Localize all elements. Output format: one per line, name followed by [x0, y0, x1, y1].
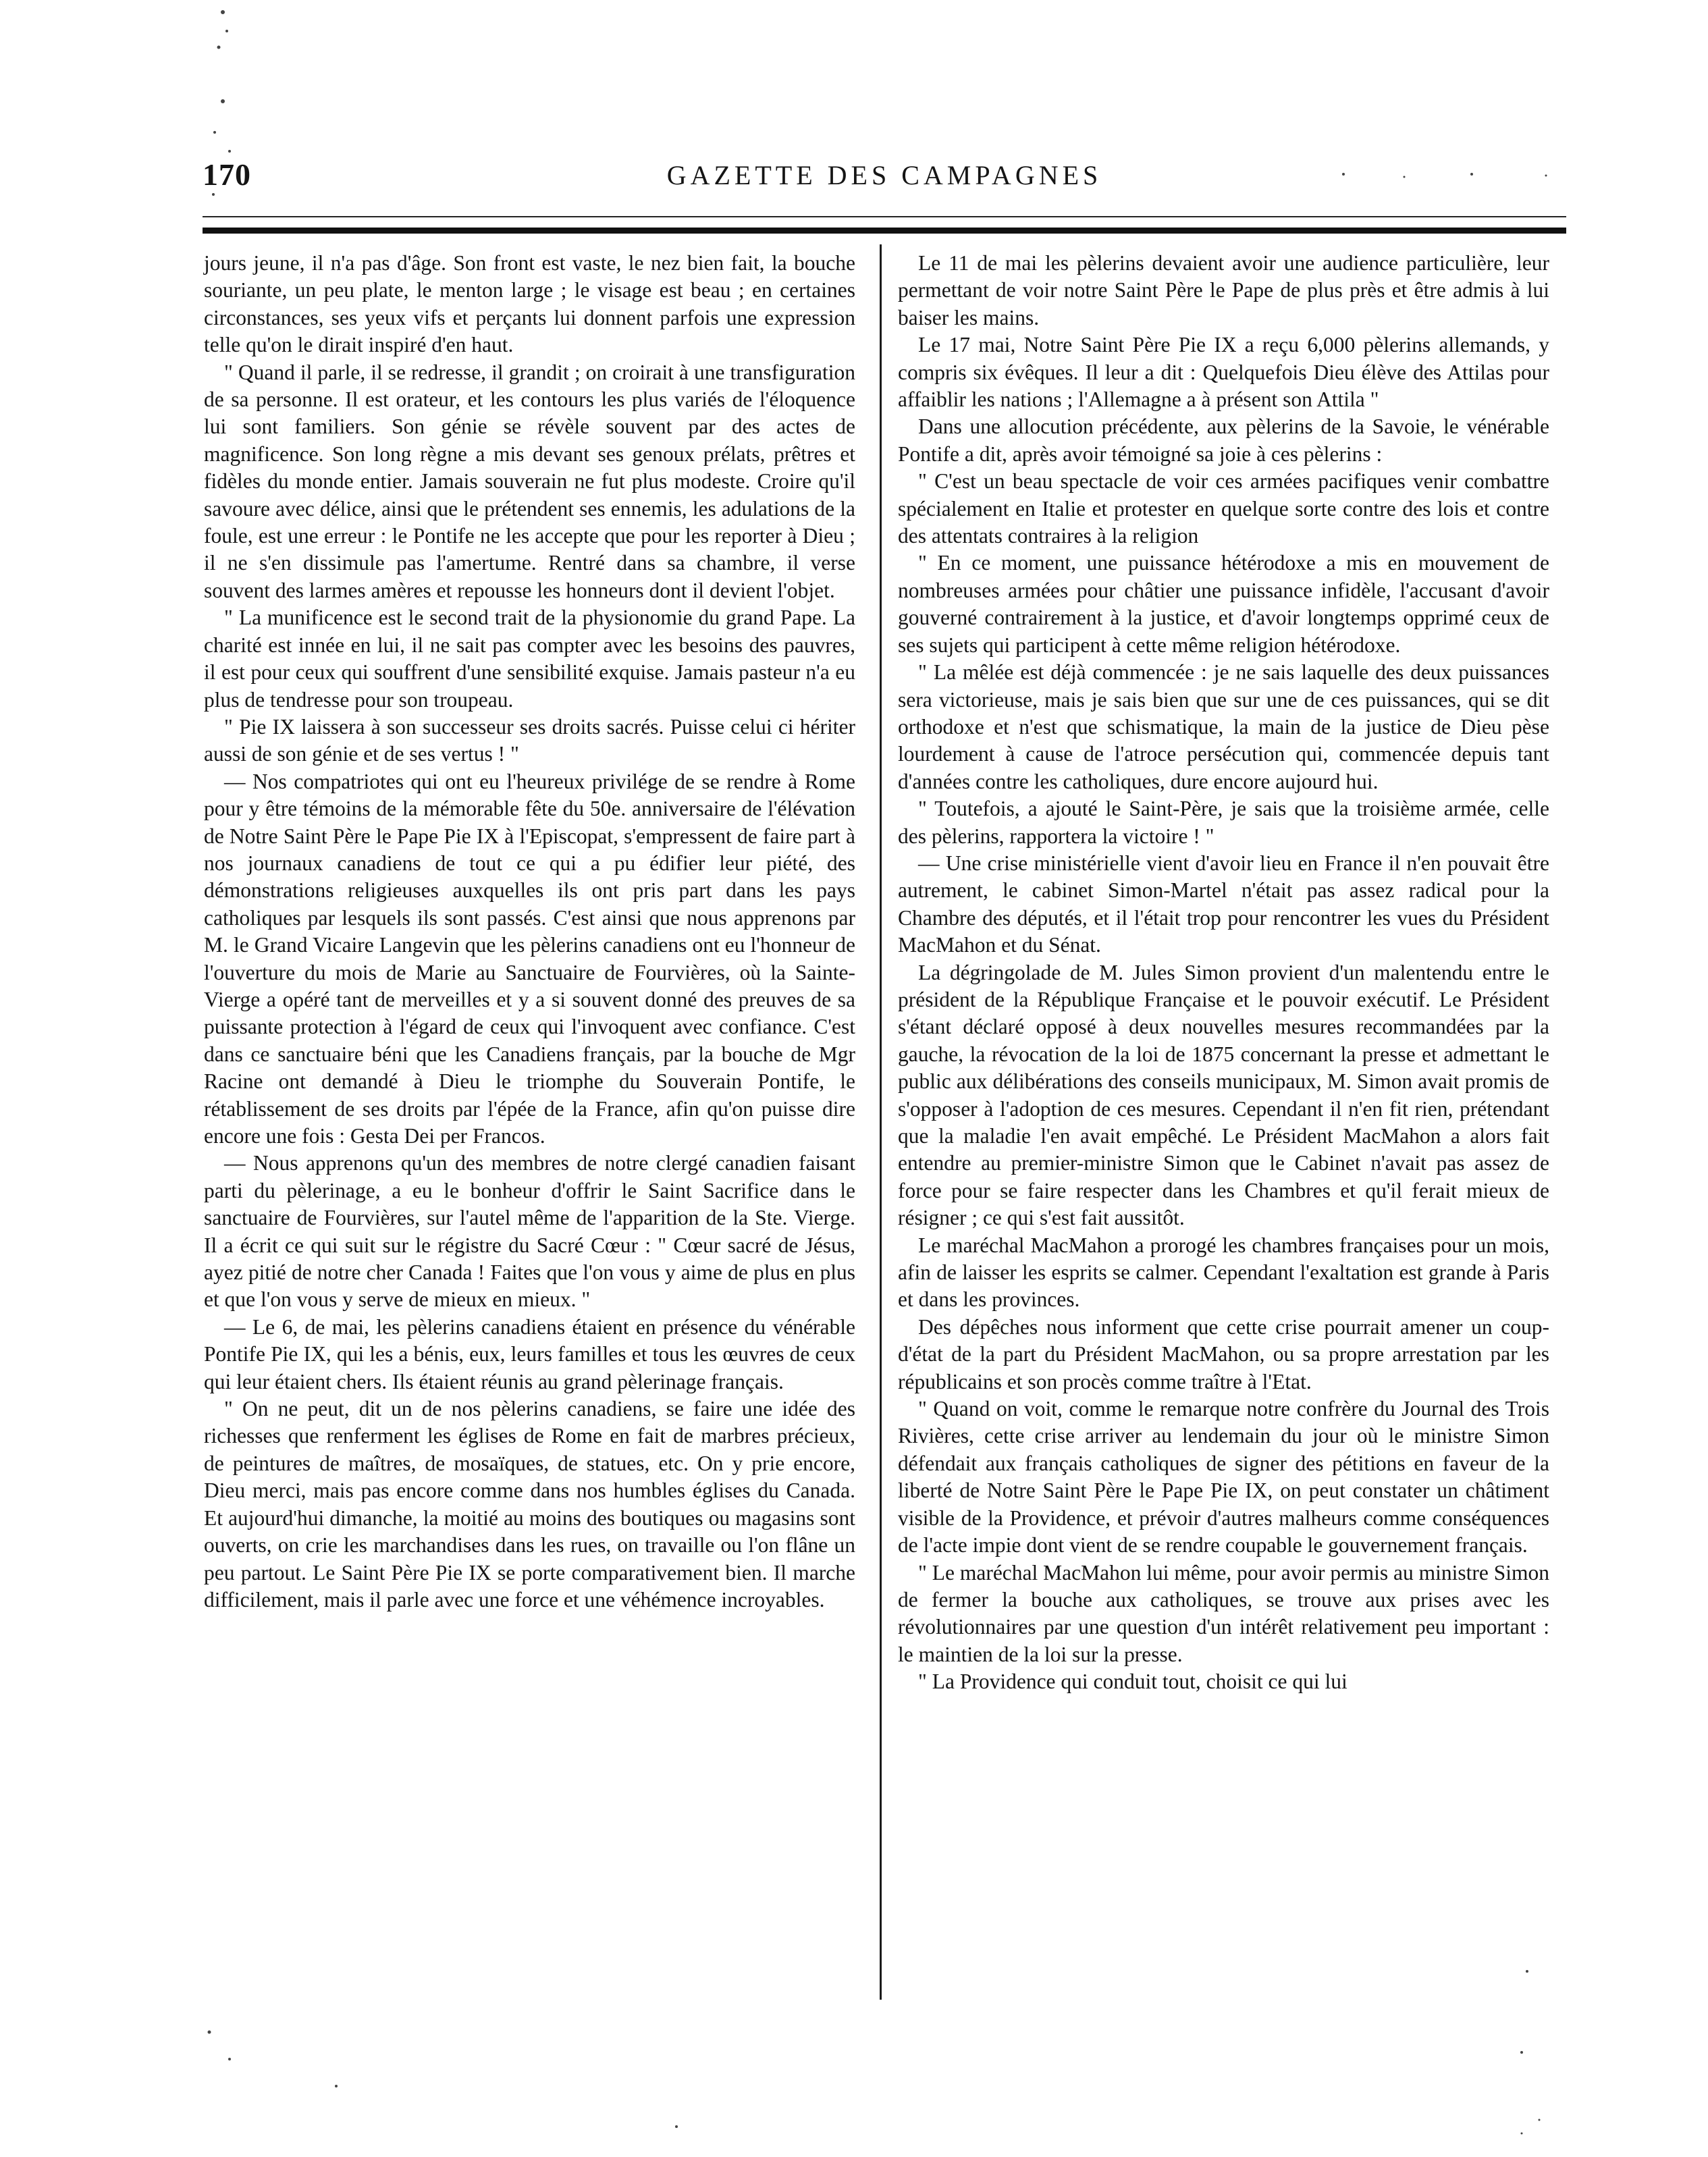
paragraph: " Quand il parle, il se redresse, il grandit ; on croirait à une transfiguration de sa personne. Il est orateur, et les contours les plus variés de l'éloquence lui sont familiers. Son génie se révèle souvent par des actes de magnificence. Son long règne a mis devant ses genoux prélats, prêtres et fidèles du monde entier. Jamais souverain ne fut plus modeste. Croire qu'il savoure avec délice, ainsi que le prétendent ses ennemis, les adulations de la foule, est une erreur : le Pontife ne les accepte que pour les reporter à Dieu ; il ne s'en dissimule pas l'amertume. Rentré dans sa chambre, il verse souvent des larmes amères et repousse les honneurs dont il devient l'objet.	[204, 360, 855, 602]
newspaper-title: GAZETTE DES CAMPAGNES	[666, 160, 1102, 190]
paragraph: " On ne peut, dit un de nos pèlerins canadiens, se faire une idée des richesses que renferment les églises de Rome en fait de marbres précieux, de peintures de maîtres, de mosaïques, de statues, etc. On y prie encore, Dieu merci, mais pas encore comme dans nos humbles églises du Canada. Et aujourd'hui dimanche, la moitié au moins des boutiques ou magasins sont ouverts, on crie les marchandises dans les rues, on travaille ou l'on flâne un peu partout. Le Saint Père Pie IX se porte comparativement bien. Il marche difficilement, mais il parle avec une force et une véhémence incroyables.	[204, 1397, 855, 1612]
right-column	[898, 250, 1549, 1696]
paragraph: La dégringolade de M. Jules Simon provient d'un malentendu entre le président de la République Française et le pouvoir exécutif. Le Président s'étant déclaré opposé à deux nouvelles mesures recommandées par la gauche, la révocation de la loi de 1875 concernant la presse et admettant le public aux délibérations des conseils municipaux, M. Simon avait promis de s'opposer à l'adoption de ces mesures. Cependant il n'en fit rien, prétendant que la maladie l'en avait empêché. Le Président MacMahon a alors fait entendre au premier-ministre Simon que le Cabinet n'avait pas assez de force pour se faire respecter dans les Chambres et qu'il ferait mieux de résigner ; ce qui s'est fait aussitôt.	[898, 960, 1549, 1230]
paragraph: " En ce moment, une puissance hétérodoxe a mis en mouvement de nombreuses armées pour châtier une puissance infidèle, l'accusant d'avoir gouverné contrairement à la justice, et d'avoir longtemps opprimé ceux de ses sujets qui participent à cette même religion hétérodoxe.	[898, 551, 1549, 657]
paragraph: Le 17 mai, Notre Saint Père Pie IX a reçu 6,000 pèlerins allemands, y compris six évêques. Il leur a dit : Quelquefois Dieu élève des Attilas pour affaiblir les nations ; l'Allemagne a à présent son Attila "	[898, 333, 1549, 412]
paragraph: — Une crise ministérielle vient d'avoir lieu en France il n'en pouvait être autrement, le cabinet Simon-Martel n'était pas assez radical pour la Chambre des députés, et il l'était trop pour rencontrer les vues du Président MacMahon et du Sénat.	[898, 851, 1549, 957]
paragraph: — Le 6, de mai, les pèlerins canadiens étaient en présence du vénérable Pontife Pie IX, qui les a bénis, eux, leurs familles et tous les œuvres de ceux qui leur étaient chers. Ils étaient réunis au grand pèlerinage français.	[204, 1314, 855, 1393]
paragraph: " Quand on voit, comme le remarque notre confrère du Journal des Trois Rivières, cette crise arriver au lendemain du jour où le ministre Simon défendait aux français catholiques de signer des pétitions en faveur de la liberté de Notre Saint Père le Pape Pie IX, on peut constater un châtiment visible de la Providence, et prévoir d'autres malheurs comme conséquences de l'acte impie dont vient de se rendre coupable le gouvernement français.	[898, 1397, 1549, 1557]
paragraph: Des dépêches nous informent que cette crise pourrait amener un coup-d'état de la part du Président MacMahon, ou sa propre arrestation par les républicains et son procès comme traître à l'Etat.	[898, 1314, 1549, 1393]
paragraph: jours jeune, il n'a pas d'âge. Son front est vaste, le nez bien fait, la bouche souriante, un peu plate, le menton large ; le visage est beau ; en certaines circonstances, ses yeux vifs et perçants lui donnent parfois une expression telle qu'on le dirait inspiré d'en haut.	[204, 251, 855, 357]
paragraph: Dans une allocution précédente, aux pèlerins de la Savoie, le vénérable Pontife a dit, après avoir témoigné sa joie à ces pèlerins :	[898, 415, 1549, 466]
page-number: 170	[203, 157, 251, 192]
paragraph: " Toutefois, a ajouté le Saint-Père, je sais que la troisième armée, celle des pèlerins, rapportera la victoire ! "	[898, 797, 1549, 848]
paragraph: " Le maréchal MacMahon lui même, pour avoir permis au ministre Simon de fermer la bouche aux catholiques, se trouve aux prises avec les révolutionnaires par une question d'un intérêt relativement peu important : le maintien de la loi sur la presse.	[898, 1560, 1549, 1666]
page-header	[203, 157, 1566, 204]
paragraph: Le maréchal MacMahon a prorogé les chambres françaises pour un mois, afin de laisser les esprits se calmer. Cependant l'exaltation est grande à Paris et dans les provinces.	[898, 1233, 1549, 1312]
paragraph: " La mêlée est déjà commencée : je ne sais laquelle des deux puissances sera victorieuse, mais je sais bien que sur une de ces puissances, qui se dit orthodoxe et n'est que schismatique, la main de la justice de Dieu pèse lourdement à cause de l'atroce persécution qui, commencée depuis tant d'années contre les catholiques, dure encore aujourd hui.	[898, 660, 1549, 793]
header-rule-thick	[203, 228, 1566, 234]
left-column	[204, 250, 855, 1614]
paragraph: — Nos compatriotes qui ont eu l'heureux privilége de se rendre à Rome pour y être témoins de la mémorable fête du 50e. anniversaire de l'élévation de Notre Saint Père le Pape Pie IX à l'Episcopat, s'empressent de faire part à nos journaux canadiens de tout ce qui a pu édifier leur piété, des démonstrations religieuses auxquelles ils ont pris part dans les pays catholiques par lesquels ils sont passés. C'est ainsi que nous apprenons par M. le Grand Vicaire Langevin que les pèlerins canadiens ont eu l'honneur de l'ouverture du mois de Marie au Sanctuaire de Fourvières, où la Sainte-Vierge a opéré tant de merveilles et y a si souvent donné des preuves de sa puissante protection à l'égard de ceux qui l'invoquent avec confiance. C'est dans ce sanctuaire béni que les Canadiens français, par la bouche de Mgr Racine ont demandé à Dieu le triomphe du Souverain Pontife, le rétablissement de ses droits par l'épée de la France, afin qu'on puisse dire encore une fois : Gesta Dei per Francos.	[204, 769, 855, 1148]
paragraph: — Nous apprenons qu'un des membres de notre clergé canadien faisant parti du pèlerinage, a eu le bonheur d'offrir le Saint Sacrifice dans le sanctuaire de Fourvières, sur l'autel même de l'apparition de la Ste. Vierge. Il a écrit ce qui suit sur le régistre du Sacré Cœur : " Cœur sacré de Jésus, ayez pitié de notre cher Canada ! Faites que l'on vous y aime de plus en plus et que l'on vous y serve de mieux en mieux. "	[204, 1151, 855, 1312]
column-divider	[880, 244, 882, 2000]
paragraph: " La Providence qui conduit tout, choisit ce qui lui	[918, 1670, 1347, 1694]
paragraph: " Pie IX laissera à son successeur ses droits sacrés. Puisse celui ci hériter aussi de son génie et de ses vertus ! "	[204, 714, 855, 766]
header-rule-thin	[203, 216, 1566, 217]
paragraph: " La munificence est le second trait de la physionomie du grand Pape. La charité est innée en lui, il ne sait pas compter avec les besoins des pauvres, il est pour ceux qui souffrent d'une sensibilité exquise. Jamais pasteur n'a eu plus de tendresse pour son troupeau.	[204, 606, 855, 712]
paragraph: Le 11 de mai les pèlerins devaient avoir une audience particulière, leur permettant de voir notre Saint Père le Pape de plus près et être admis à lui baiser les mains.	[898, 251, 1549, 329]
paragraph: " C'est un beau spectacle de voir ces armées pacifiques venir combattre spécialement en Italie et protester en quelque sorte contre des lois et contre des attentats contraires à la religion	[898, 469, 1549, 548]
